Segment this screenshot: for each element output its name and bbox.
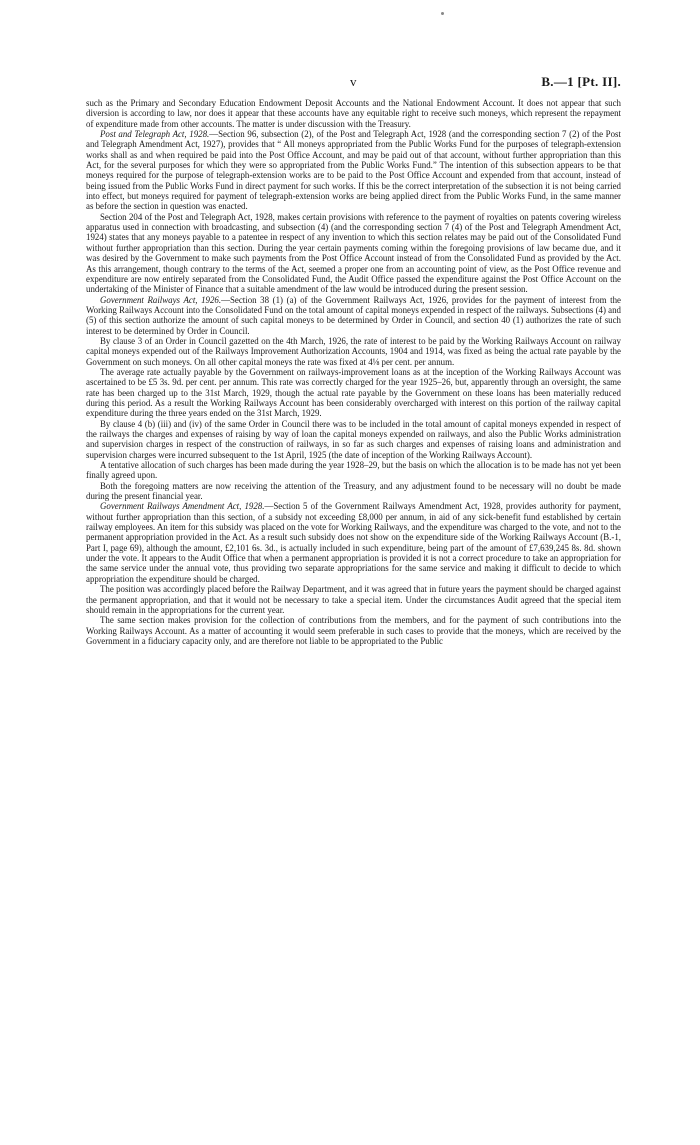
paragraph-text: The average rate actually payable by the Government on railways-improvement loans as at the inception of the Working Railways Account was ascertained to be £5 3s. 9d. per cent. per annum. This rate was correctly charged for the year 1925–26, but, apparently through an oversight, the same rate has been charged up to the 31st March, 1929, though the actual rate payable by the Government on these loans has been materially reduced during this period. As a result the Working Railways Account has been considerably overcharged with interest on this portion of the railway capital expenditure during the three years ended on the 31st March, 1929. xyxy=(86,366,621,419)
paragraph-text: The position was accordingly placed before the Railway Department, and it was agreed that in future years the payment should be charged against the permanent appropriation, and that it would not be necessary to take a special item. Under the circumstances Audit agreed that the special item should remain in the appropriations for the current year. xyxy=(86,584,621,615)
paragraph-10 xyxy=(86,501,621,584)
page-number: v xyxy=(350,74,357,89)
paragraph-text: —Section 5 of the Government Railways Amendment Act, 1928, provides authority for payment, without further appropriation than this section, of a subsidy not exceeding £8,000 per annum, in aid of any sick-benefit fund established by certain railway employees. An item for this subsidy was placed on the vote for Working Railways, and the expenditure was charged to the vote, and not to the permanent appropriation provided in the Act. As a result such subsidy does not show on the expenditure side of the Working Railways Account (B.-1, Part I, page 69), although the amount, £2,101 6s. 3d., is actually included in such expenditure, being part of the amount of £7,639,245 8s. 8d. shown under the vote. It appears to the Audit Office that when a permanent appropriation is provided it is not a correct procedure to take an appropriation for the same service under the annual vote, thus providing two separate appropriations for the same service and making it difficult to decide to which appropriation the expenditure should be charged. xyxy=(86,501,621,584)
body-text xyxy=(86,98,621,646)
paragraph-4 xyxy=(86,295,621,336)
section-heading: Government Railways Act, 1926. xyxy=(100,294,222,305)
section-heading: Post and Telegraph Act, 1928. xyxy=(100,129,210,140)
paragraph-text: Section 204 of the Post and Telegraph Act, 1928, makes certain provisions with reference to the payment of royalties on patents covering wireless apparatus used in connection with broadcasting, and subsection (4) (and the corresponding section 7 (4) of the Post and Telegraph Amendment Act, 1924) states that any moneys payable to a patentee in respect of any invention to which this section relates may be paid out of the Consolidated Fund without further appropriation than this section. During the year certain payments coming within the foregoing provisions of law became due, and it was desired by the Government to make such payments from the Post Office Account instead of from the Consolidated Fund as provided by the Act. As this arrangement, though contrary to the terms of the Act, seemed a proper one from an accounting point of view, as the Post Office revenue and expenditure are now entirely separated from the Consolidated Fund, the Audit Office passed the expenditure against the Post Office Account on the undertaking of the Minister of Finance that a suitable amendment of the law would be introduced during the present session. xyxy=(86,211,621,295)
paragraph-8 xyxy=(86,460,621,481)
paragraph-5 xyxy=(86,336,621,367)
page-header xyxy=(86,74,621,90)
paragraph-text: By clause 3 of an Order in Council gazetted on the 4th March, 1926, the rate of interest to be paid by the Working Railways Account on railway capital moneys expended out of the Railways Improvement Authorization Accounts, 1904 and 1914, was fixed as being the actual rate payable by the Government on such moneys. On all other capital moneys the rate was fixed at 4⅛ per cent. per annum. xyxy=(86,335,621,367)
paragraph-11 xyxy=(86,584,621,615)
document-reference: B.—1 [Pt. II]. xyxy=(541,74,621,89)
paragraph-2 xyxy=(86,129,621,212)
paragraph-12 xyxy=(86,615,621,646)
paragraph-text: A tentative allocation of such charges has been made during the year 1928–29, but the basis on which the allocation is to be made has not yet been finally agreed upon. xyxy=(86,460,621,481)
paragraph-text: The same section makes provision for the collection of contributions from the members, and for the payment of such contributions into the Working Railways Account. As a matter of accounting it would seem preferable in such cases to provide that the moneys, which are received by the Government in a fiduciary capacity only, and are therefore not liable to be appropriated to the Public xyxy=(86,615,621,646)
paragraph-text: —Section 38 (1) (a) of the Government Railways Act, 1926, provides for the payment of interest from the Working Railways Account into the Consolidated Fund on the total amount of capital moneys expended in respect of the railways. Subsections (4) and (5) of this section authorize the amount of such capital moneys to be determined by Order in Council, and section 40 (1) authorizes the rate of such interest to be determined by Order in Council. xyxy=(86,294,621,336)
paragraph-text: —Section 96, subsection (2), of the Post and Telegraph Act, 1928 (and the corresponding section 7 (2) of the Post and Telegraph Amendment Act, 1927), provides that “ All moneys appropriated from the Public Works Fund for the purposes of telegraph-extension works shall as and when required be paid into the Post Office Account, and may be paid out of that account, without further appropriation than this Act, for the several purposes for which they were so appropriated from the Public Works Fund.” The intention of this subsection appears to be that moneys required for the purpose of telegraph-extension works are to be paid to the Post Office Account and expended from that account, instead of being issued from the Public Works Fund in direct payment for such works. If this be the correct interpretation of the subsection it is not being carried into effect, but moneys required for payment of telegraph-extension works are being applied direct from the Public Works Fund, in the same manner as before the section in question was enacted. xyxy=(86,129,621,212)
paragraph-3 xyxy=(86,212,621,295)
paragraph-1 xyxy=(86,98,621,129)
section-heading: Government Railways Amendment Act, 1928. xyxy=(100,501,265,512)
paragraph-6 xyxy=(86,367,621,419)
scan-mark xyxy=(441,12,444,15)
paragraph-text: Both the foregoing matters are now receiving the attention of the Treasury, and any adjustment found to be necessary will no doubt be made during the present financial year. xyxy=(86,480,621,502)
paragraph-text: By clause 4 (b) (iii) and (iv) of the same Order in Council there was to be included in the total amount of capital moneys expended in respect of the railways the charges and expenses of raising by way of loan the capital moneys expended on railways, and also the Public Works administration and supervision charges in respect of the construction of railways, in so far as such charges and expenses of raising loans and administration and supervision charges were incurred subsequent to the 1st April, 1925 (the date of inception of the Working Railways Account). xyxy=(86,418,621,460)
paragraph-9 xyxy=(86,481,621,502)
paragraph-7 xyxy=(86,419,621,460)
paragraph-text: such as the Primary and Secondary Education Endowment Deposit Accounts and the National Endowment Account. It does not appear that such diversion is according to law, nor does it appear that these accounts have any equitable right to receive such moneys, which represent the repayment of expenditure made from other accounts. The matter is under discussion with the Treasury. xyxy=(86,98,621,129)
